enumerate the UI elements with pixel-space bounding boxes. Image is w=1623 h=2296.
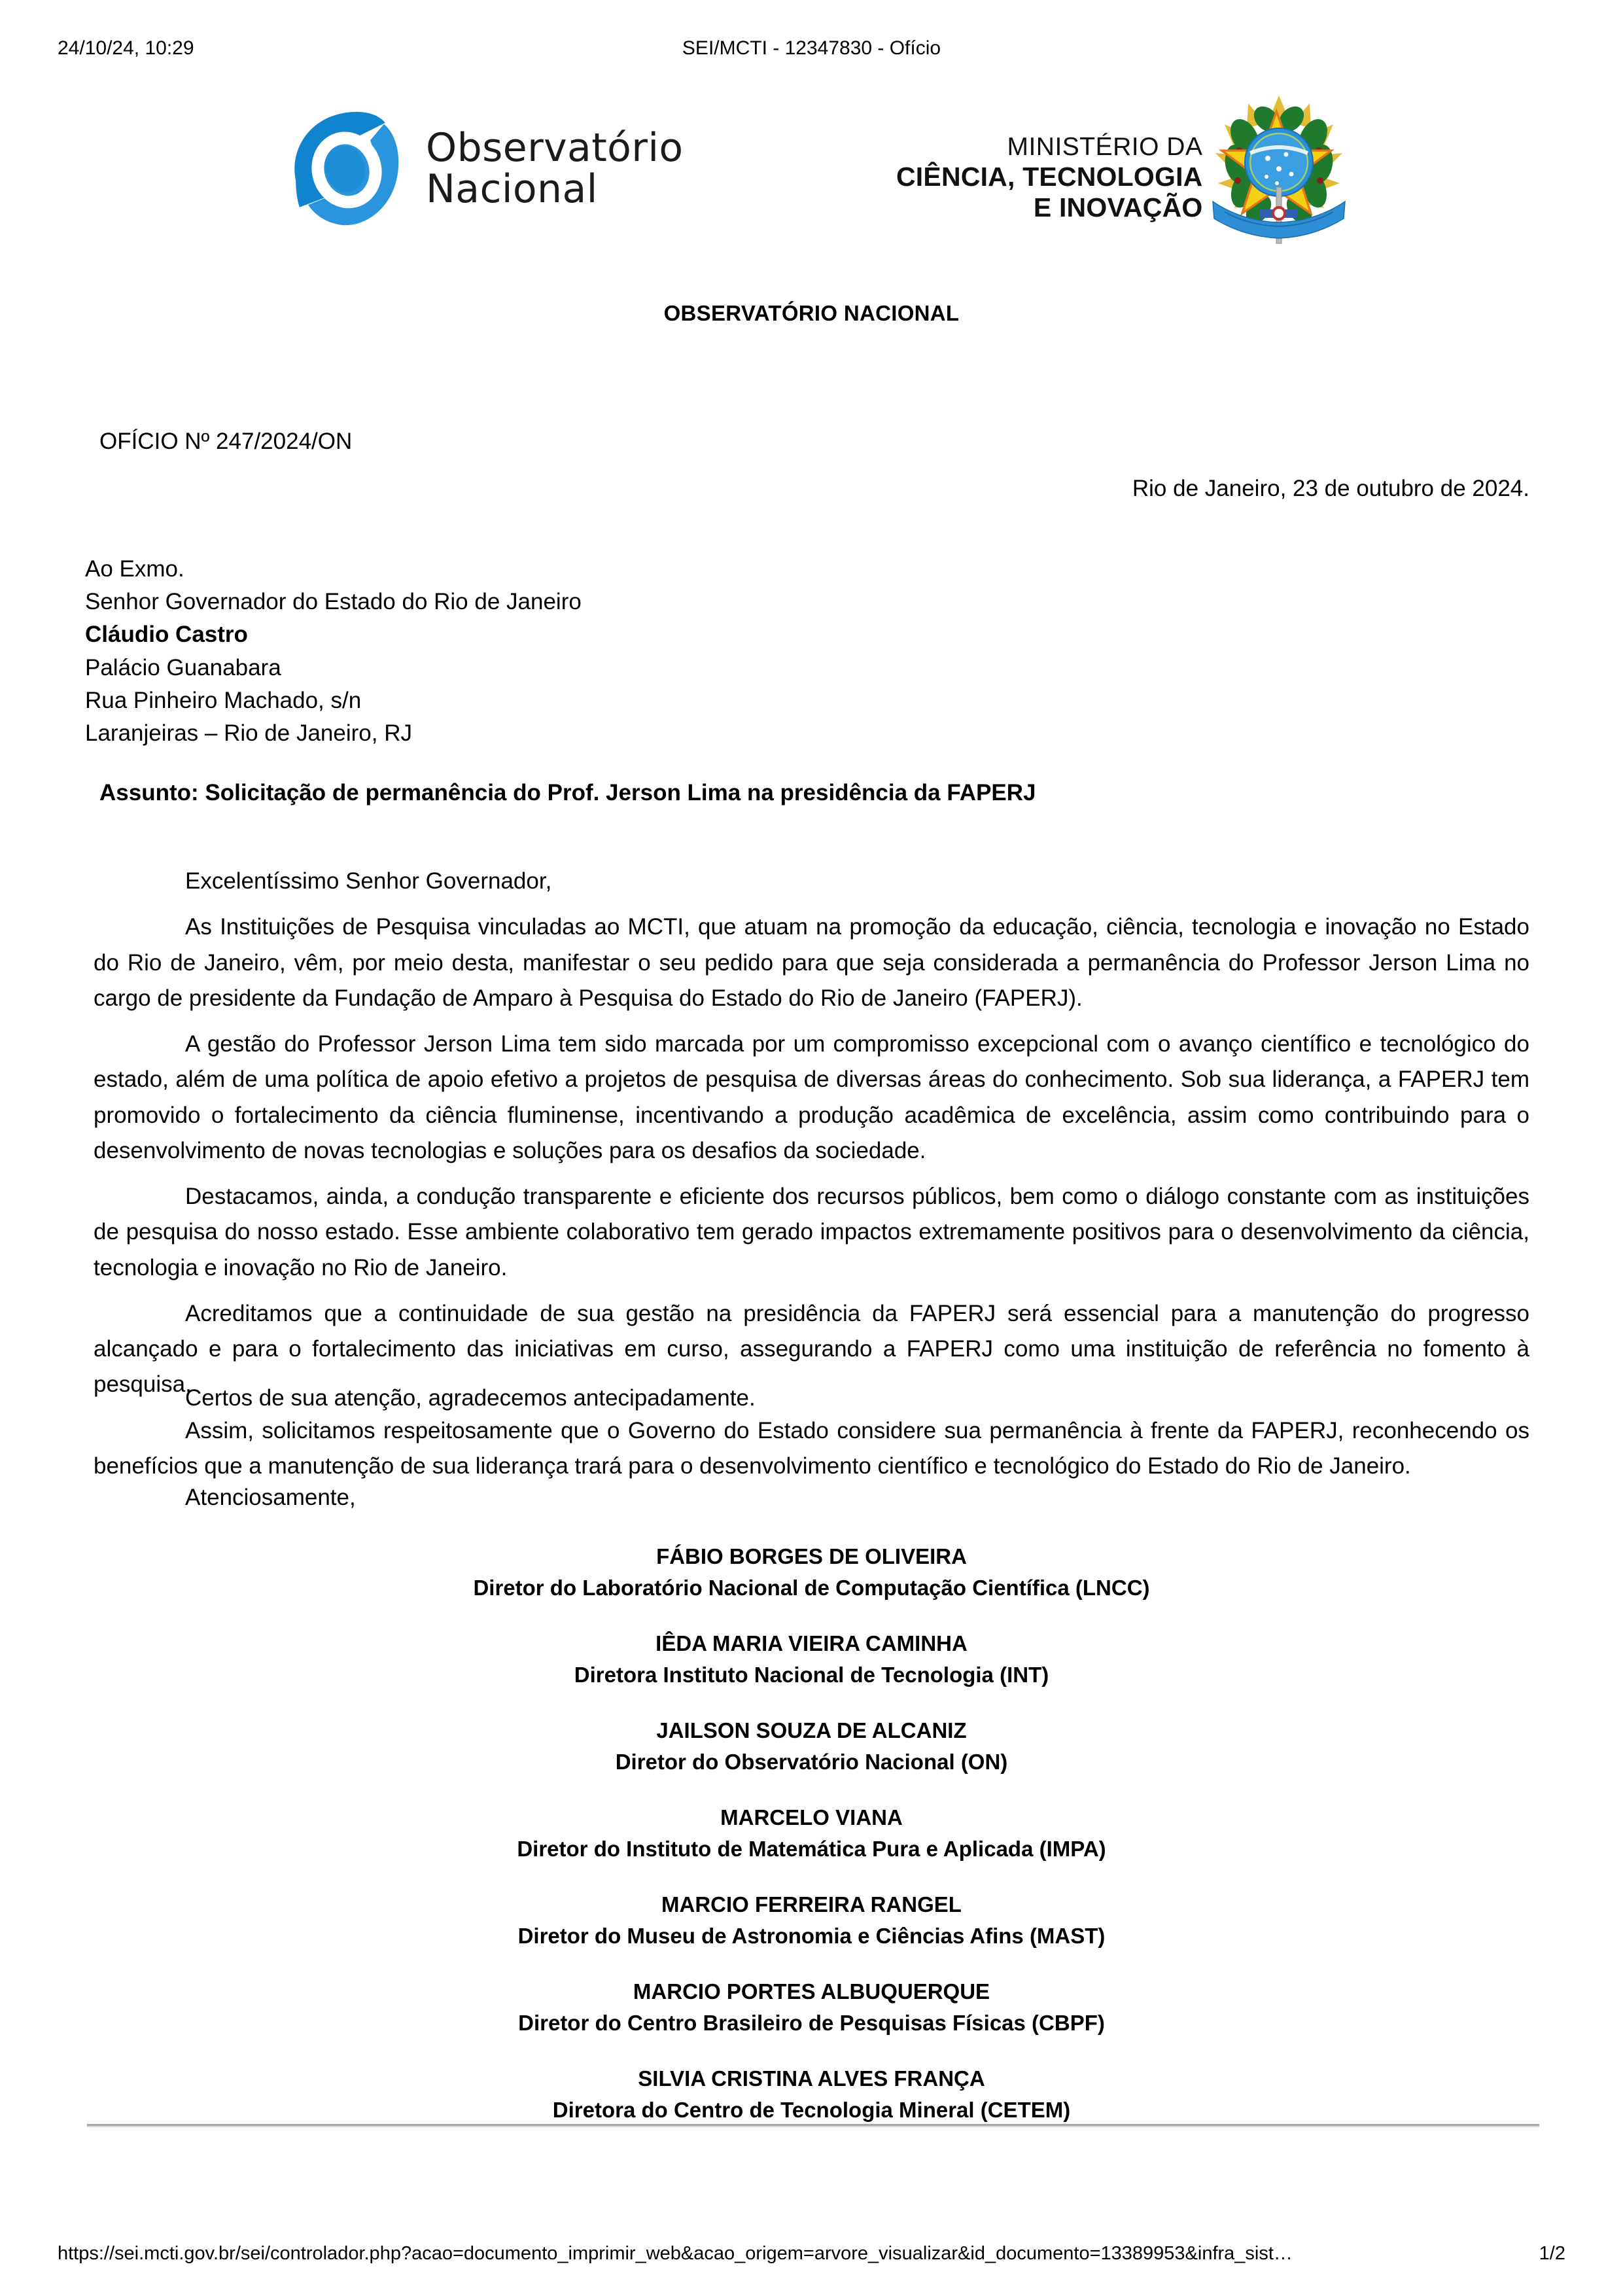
signatory-5 <box>0 1889 1623 1951</box>
letter-closing <box>94 1381 1529 1516</box>
city-and-date: Rio de Janeiro, 23 de outubro de 2024. <box>1132 476 1529 501</box>
signatory-name: FÁBIO BORGES DE OLIVEIRA <box>656 1544 967 1568</box>
signatory-4 <box>0 1802 1623 1864</box>
signatory-role: Diretor do Centro Brasileiro de Pesquisas Físicas (CBPF) <box>518 2010 1105 2035</box>
body-paragraph-3: Destacamos, ainda, a condução transparente e eficiente dos recursos públicos, bem como o diálogo constante com as instituições de pesquisa do nosso estado. Esse ambiente colaborativo tem gerado impactos extremamente positivos para o desenvolvimento da ciência, tecnologia e inovação no Rio de Janeiro. <box>94 1184 1529 1280</box>
addressee-line-5: Laranjeiras – Rio de Janeiro, RJ <box>85 720 412 747</box>
addressee-line-2: Cláudio Castro <box>85 622 248 648</box>
body-paragraph-4: Acreditamos que a continuidade de sua gestão na presidência da FAPERJ será essencial para a manutenção do progresso alcançado e para o fortalecimento das iniciativas em curso, assegurando a FAPERJ como uma instituição de referência no fomento à pesquisa. <box>94 1300 1529 1398</box>
mcti-logo <box>896 90 1350 247</box>
subject-line: Assunto: Solicitação de permanência do Prof. Jerson Lima na presidência da FAPERJ <box>99 780 1036 805</box>
mcti-logo-line3: E INOVAÇÃO <box>1033 192 1203 223</box>
oficio-number: OFÍCIO Nº 247/2024/ON <box>99 429 353 454</box>
signatory-role: Diretora do Centro de Tecnologia Mineral (CETEM) <box>552 2097 1071 2122</box>
observatorio-nacional-logo <box>285 108 684 229</box>
addressee-line-3: Palácio Guanabara <box>85 654 281 680</box>
on-logo-line2: Nacional <box>426 166 598 212</box>
signatory-1 <box>0 1541 1623 1603</box>
signatory-role: Diretora Instituto Nacional de Tecnologia (INT) <box>574 1662 1049 1687</box>
observatorio-nacional-wordmark <box>426 125 684 212</box>
body-paragraph-2: A gestão do Professor Jerson Lima tem sido marcada por um compromisso excepcional com o avanço científico e tecnológico do estado, além de uma política de apoio efetivo a projetos de pesquisa de diversas áreas do conhecimento. Sob sua liderança, a FAPERJ tem promovido o fortalecimento da ciência fluminense, incentivando a produção acadêmica de excelência, assim como contribuindo para o desenvolvimento de novas tecnologias e soluções para os desafios da sociedade. <box>94 1031 1529 1163</box>
print-page-indicator: 1/2 <box>1539 2243 1565 2264</box>
print-date-time: 24/10/24, 10:29 <box>58 37 194 59</box>
signatory-name: MARCIO PORTES ALBUQUERQUE <box>633 1979 990 2004</box>
signatory-7 <box>0 2063 1623 2125</box>
signatory-name: JAILSON SOUZA DE ALCANIZ <box>656 1718 967 1743</box>
signatory-name: MARCIO FERREIRA RANGEL <box>661 1892 962 1917</box>
mcti-logo-line1: MINISTÉRIO DA <box>1007 133 1203 162</box>
closing-thanks: Certos de sua atenção, agradecemos antecipadamente. <box>185 1385 756 1411</box>
signatory-role: Diretor do Instituto de Matemática Pura e Aplicada (IMPA) <box>517 1836 1106 1861</box>
signatory-role: Diretor do Observatório Nacional (ON) <box>615 1749 1008 1774</box>
salutation: Excelentíssimo Senhor Governador, <box>185 868 552 894</box>
mcti-wordmark <box>896 115 1202 223</box>
body-paragraph-1: As Instituições de Pesquisa vinculadas ao MCTI, que atuam na promoção da educação, ciência, tecnologia e inovação no Estado do Rio de Janeiro, vêm, por meio desta, manifestar o seu pedido para que seja considerada a permanência do Professor Jerson Lima no cargo de presidente da Fundação de Amparo à Pesquisa do Estado do Rio de Janeiro (FAPERJ). <box>94 914 1529 1011</box>
page-break-rule <box>87 2124 1539 2127</box>
observatorio-eye-icon <box>285 108 409 229</box>
addressee-line-0: Ao Exmo. <box>85 556 184 582</box>
signatory-role: Diretor do Museu de Astronomia e Ciências Afins (MAST) <box>517 1923 1106 1948</box>
signatory-name: MARCELO VIANA <box>720 1805 903 1830</box>
addressee-line-1: Senhor Governador do Estado do Rio de Janeiro <box>85 589 582 615</box>
browser-print-footer <box>0 2243 1623 2272</box>
logo-band <box>0 85 1623 255</box>
closing-signoff: Atenciosamente, <box>185 1485 356 1511</box>
addressee-block <box>85 553 582 750</box>
signatory-6 <box>0 1976 1623 2038</box>
signatory-name: SILVIA CRISTINA ALVES FRANÇA <box>638 2066 985 2091</box>
organization-title: OBSERVATÓRIO NACIONAL <box>663 301 960 325</box>
brazil-coat-of-arms-icon <box>1209 90 1350 247</box>
print-document-title: SEI/MCTI - 12347830 - Ofício <box>682 37 941 59</box>
signatory-role: Diretor do Laboratório Nacional de Computação Científica (LNCC) <box>473 1575 1150 1600</box>
signatory-name: IÊDA MARIA VIEIRA CAMINHA <box>655 1631 968 1656</box>
signatory-3 <box>0 1715 1623 1777</box>
signature-block <box>0 1541 1623 2125</box>
print-source-url: https://sei.mcti.gov.br/sei/controlador.php?acao=documento_imprimir_web&acao_origem=arvore_visualizar&id_documento=13389953&infra_sist… <box>58 2243 1293 2264</box>
on-logo-line1: Observatório <box>426 125 684 171</box>
mcti-logo-line2: CIÊNCIA, TECNOLOGIA <box>896 162 1203 192</box>
addressee-line-4: Rua Pinheiro Machado, s/n <box>85 687 362 713</box>
browser-print-header <box>0 37 1623 66</box>
signatory-2 <box>0 1628 1623 1690</box>
body-paragraph-5: Assim, solicitamos respeitosamente que o Governo do Estado considere sua permanência à frente da FAPERJ, reconhecendo os benefícios que a manutenção de sua liderança trará para o desenvolvimento científico e tecnológico do Estado do Rio de Janeiro. <box>94 1417 1529 1479</box>
